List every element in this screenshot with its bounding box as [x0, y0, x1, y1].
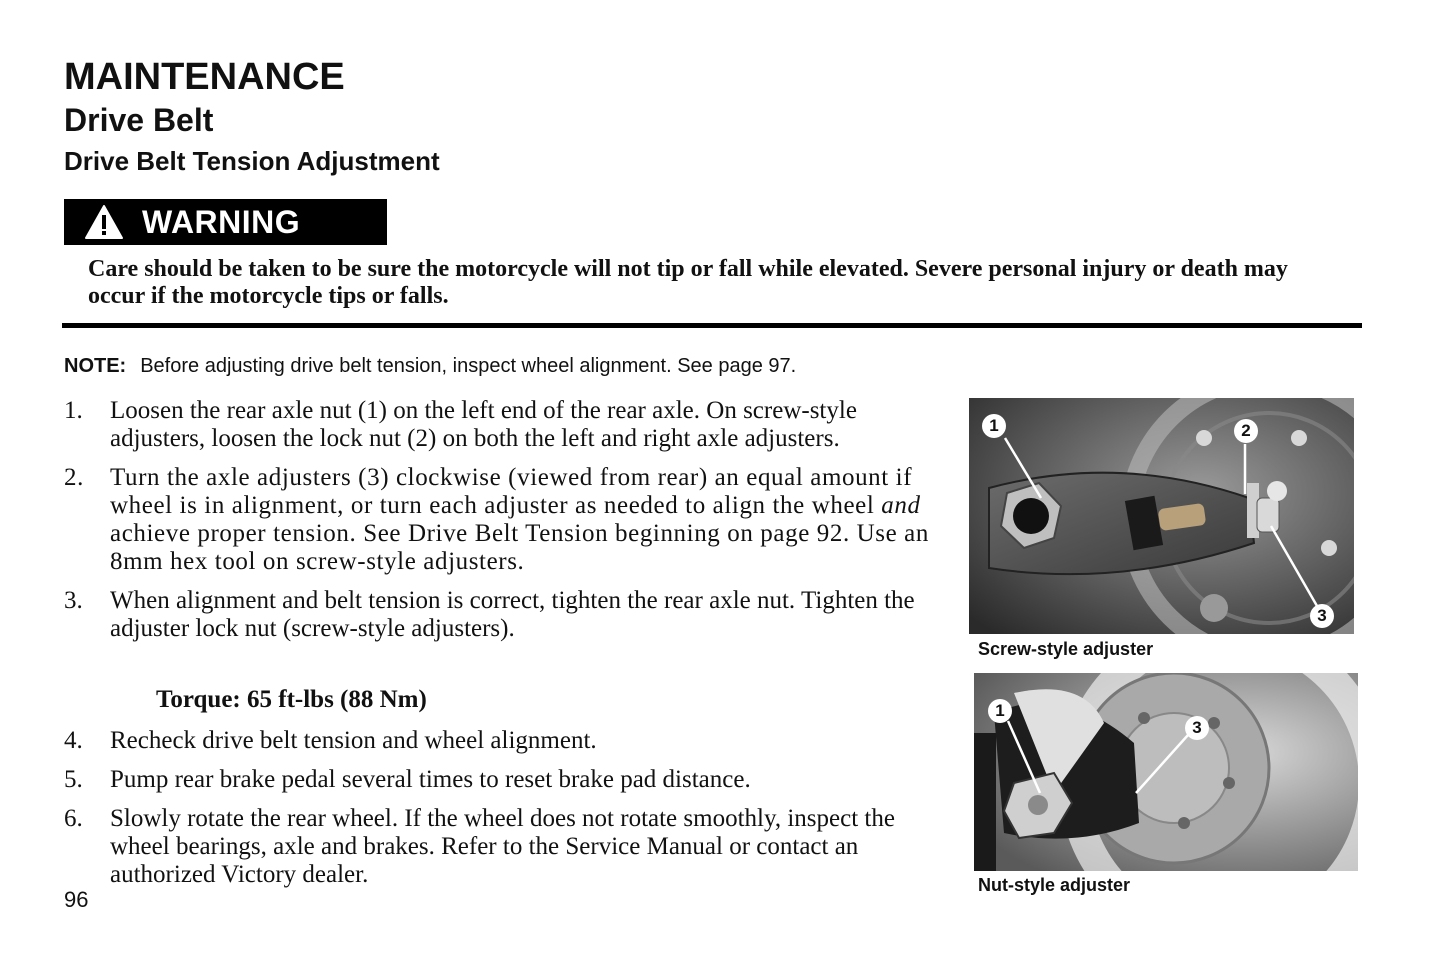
nut-adjuster-caption: Nut-style adjuster [978, 875, 1131, 895]
torque-spec: Torque: 65 ft-lbs (88 Nm) [156, 686, 427, 713]
warning-text: Care should be taken to be sure the motorcycle will not tip or fall while elevated. Severe personal injury or death may occur if the motorcycle tips or falls. [88, 256, 1288, 309]
step-6 [64, 805, 954, 889]
step-emphasis: and [881, 492, 921, 519]
warning-banner [64, 199, 387, 245]
screw-adjuster-caption: Screw-style adjuster [978, 639, 1154, 659]
step-5 [64, 766, 954, 794]
screw-adjuster-photo [969, 398, 1354, 634]
callout-1: 1 [982, 414, 1006, 438]
section-title: MAINTENANCE [64, 56, 345, 98]
callout-2: 2 [1234, 419, 1258, 443]
step-2 [64, 464, 954, 576]
page-number: 96 [64, 887, 89, 912]
step-number: 4. [64, 727, 83, 754]
callout-3: 3 [1185, 716, 1209, 740]
steps-list-continued [64, 727, 954, 900]
warning-divider [62, 323, 1362, 328]
step-1 [64, 397, 954, 453]
warning-triangle-icon [84, 204, 124, 240]
callout-1: 1 [988, 699, 1012, 723]
note-label: NOTE: [64, 355, 127, 377]
step-text: Recheck drive belt tension and wheel alignment. [110, 727, 597, 754]
step-number: 3. [64, 587, 83, 614]
topic-title: Drive Belt Tension Adjustment [64, 146, 440, 176]
note-text: Before adjusting drive belt tension, inspect wheel alignment. See page 97. [140, 355, 797, 377]
step-number: 1. [64, 397, 83, 424]
step-text-continued: achieve proper tension. See Drive Belt Tension beginning on page 92. Use an 8mm hex tool on screw-style adjusters. [110, 520, 929, 575]
step-number: 2. [64, 464, 84, 491]
warning-label: WARNING [142, 203, 301, 240]
step-4 [64, 727, 954, 755]
step-text: Pump rear brake pedal several times to reset brake pad distance. [110, 766, 751, 793]
step-text: Loosen the rear axle nut (1) on the left end of the rear axle. On screw-style adjusters, loosen the lock nut (2) on both the left and right axle adjusters. [110, 397, 857, 452]
subsection-title: Drive Belt [64, 102, 214, 138]
callout-3: 3 [1310, 604, 1334, 628]
step-text: Slowly rotate the rear wheel. If the wheel does not rotate smoothly, inspect the wheel bearings, axle and brakes. Refer to the Service Manual or contact an authorized Victory dealer. [110, 805, 895, 888]
screw-adjuster-illustration [969, 398, 1354, 634]
step-number: 6. [64, 805, 83, 832]
step-3 [64, 587, 954, 643]
nut-adjuster-illustration [974, 673, 1358, 871]
nut-adjuster-photo [974, 673, 1358, 871]
steps-list [64, 397, 954, 654]
step-text: Turn the axle adjusters (3) clockwise (viewed from rear) an equal amount if wheel is in alignment, or turn each adjuster as needed to align the wheel [110, 464, 913, 519]
step-text: When alignment and belt tension is correct, tighten the rear axle nut. Tighten the adjuster lock nut (screw-style adjusters). [110, 587, 915, 642]
step-number: 5. [64, 766, 83, 793]
note [64, 355, 796, 378]
